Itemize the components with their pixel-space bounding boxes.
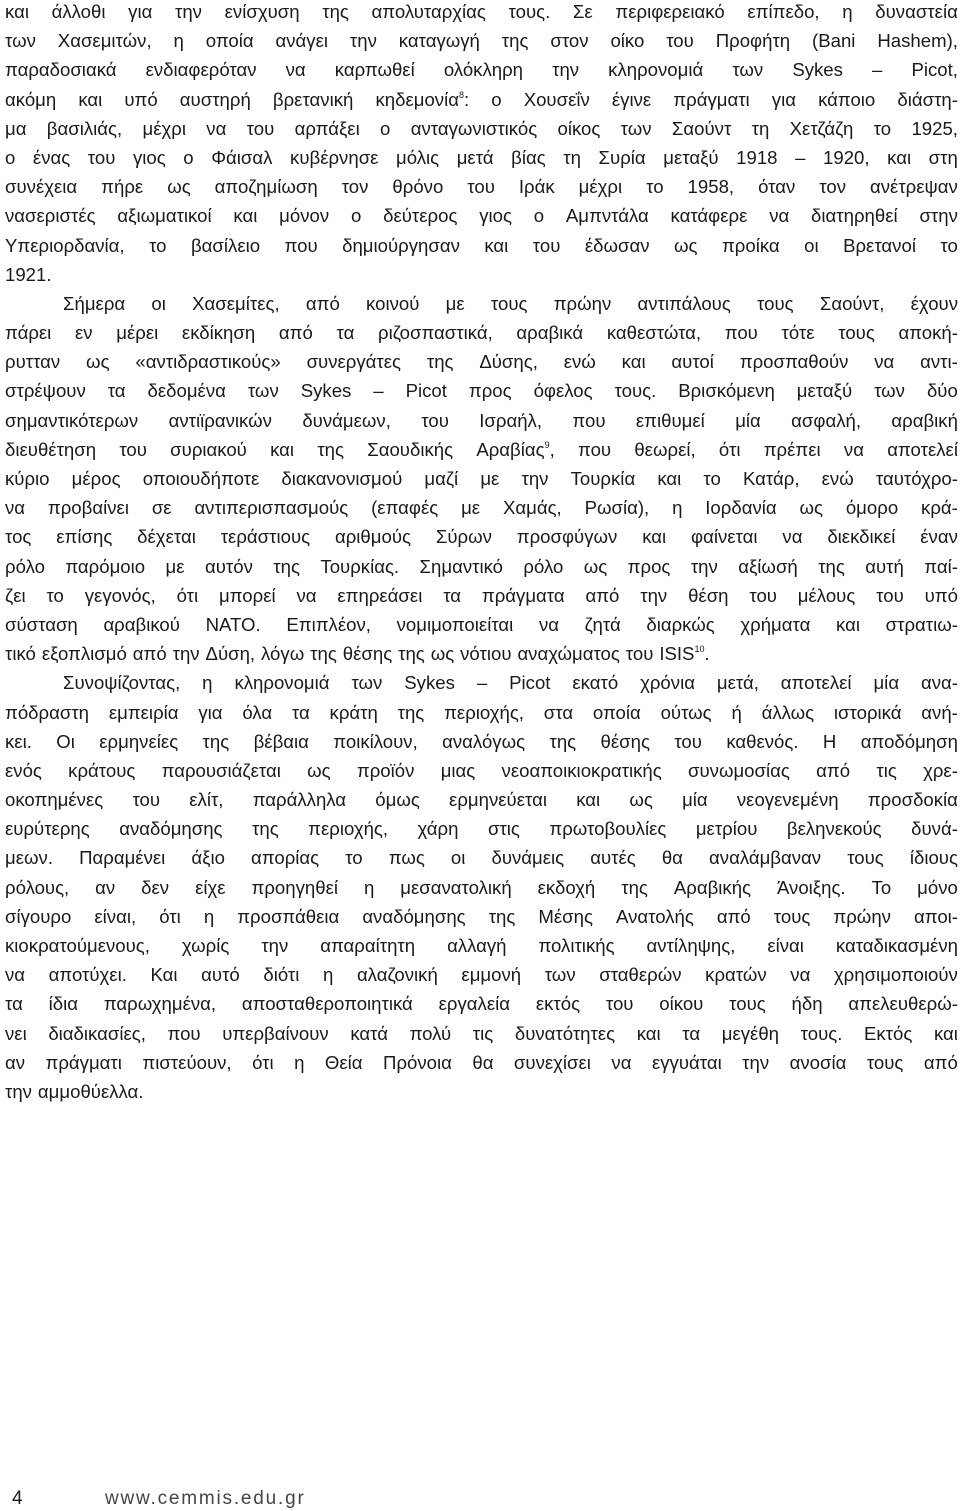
text-line: μεων. Παραμένει άξιο απορίας το πως οι δυνάμεις αυτές θα αναλάμβαναν τους ίδιους — [5, 847, 958, 869]
text-line: διευθέτηση του συριακού και της Σαουδικής Αραβίας$^9$, που θεωρεί, ότι πρέπει να αποτελεί — [5, 438, 958, 460]
text-line: ρόλο παρόμοιο με αυτόν της Τουρκίας. Σημαντικό ρόλο ως προς την αξίωσή της αυτή παί- — [5, 555, 958, 577]
page-footer — [12, 1488, 306, 1510]
text-line: ευρύτερης αναδόμησης της περιοχής, χάρη στις πρωτοβουλίες μετρίου βεληνεκούς δυνά- — [5, 818, 958, 840]
text-line: ακόμη και υπό αυστηρή βρετανική κηδεμονία$^8$: ο Χουσεΐν έγινε πράγματι για κάποιο διάστη- — [5, 88, 958, 110]
footnote-ref[interactable]: 9 — [544, 439, 550, 450]
text-line: συνέχεια πήρε ως αποζημίωση τον θρόνο του Ιράκ μέχρι το 1958, όταν τον ανέτρεψαν — [5, 176, 958, 198]
paragraph — [5, 0, 958, 289]
text-line: στρέψουν τα δεδομένα των Sykes – Picot προς όφελος τους. Βρισκόμενη μεταξύ των δύο — [5, 380, 958, 402]
text-line: σίγουρο είναι, ότι η προσπάθεια αναδόμησης της Μέσης Ανατολής από τους πρώην αποι- — [5, 905, 958, 927]
page-number: 4 — [12, 1488, 23, 1509]
text-line: τικό εξοπλισμό από την Δύση, λόγω της θέσης της ως νότιου αναχώματος του ISIS$^{10}$. — [5, 643, 710, 665]
text-line: μα βασιλιάς, μέχρι να του αρπάξει ο ανταγωνιστικός οίκος των Σαούντ τη Χετζάζη το 1925, — [5, 117, 958, 139]
text-line: κιοκρατούμενους, χωρίς την απαραίτητη αλλαγή πολιτικής αντίληψης, είναι καταδικασμένη — [5, 935, 958, 956]
text-line: πόδραστη εμπειρία για όλα τα κράτη της περιοχής, στα οποία ούτως ή άλλως ιστορικά ανή- — [5, 701, 958, 723]
text-line: κει. Οι ερμηνείες της βέβαια ποικίλουν, αναλόγως της θέσης του καθενός. Η αποδόμηση — [5, 730, 958, 752]
text-line: ζει το γεγονός, ότι μπορεί να επηρεάσει τα πράγματα από την θέση του μέλους του υπό — [5, 584, 958, 606]
text-line: κύριο μέρος οποιουδήποτε διακανονισμού μαζί με την Τουρκία και το Κατάρ, ενώ ταυτόχρο- — [5, 468, 958, 489]
text-line: τος επίσης δέχεται τεράστιους αριθμούς Σύρων προσφύγων και φαίνεται να διεκδικεί έναν — [5, 526, 958, 548]
site-url[interactable]: www.cemmis.edu.gr — [105, 1488, 306, 1509]
text-line: Συνοψίζοντας, η κληρονομιά των Sykes – Picot εκατό χρόνια μετά, αποτελεί μία ανα- — [63, 672, 958, 694]
text-line: 1921. — [5, 263, 52, 285]
text-line: παραδοσιακά ενδιαφερόταν να καρπωθεί ολόκληρη την κληρονομιά των Sykes – Picot, — [5, 59, 958, 81]
text-line: πάρει εν μέρει εκδίκηση από τα ριζοσπαστικά, αραβικά καθεστώτα, που τότε τους αποκή- — [5, 322, 958, 344]
text-line: Σήμερα οι Χασεμίτες, από κοινού με τους πρώην αντιπάλους τους Σαούντ, έχουν — [63, 292, 958, 314]
paragraph — [5, 668, 958, 1106]
text-line: να αποτύχει. Και αυτό διότι η αλαζονική εμμονή των σταθερών κρατών να χρησιμοποιούν — [5, 964, 958, 986]
text-line: ρυτταν ως «αντιδραστικούς» συνεργάτες της Δύσης, ενώ και αυτοί προσπαθούν να αντι- — [5, 351, 958, 373]
text-line: ρόλους, αν δεν είχε προηγηθεί η μεσανατολική εκδοχή της Αραβικής Άνοιξης. Το μόνο — [5, 876, 958, 898]
paragraph — [5, 289, 958, 668]
text-line: οκοπημένες του ελίτ, παράλληλα όμως ερμηνεύεται και ως μία νεογενεμένη προσδοκία — [5, 789, 958, 811]
text-line: των Χασεμιτών, η οποία ανάγει την καταγωγή της στον οίκο του Προφήτη (Bani Hashem), — [5, 30, 958, 52]
text-line: Υπεριορδανία, το βασίλειο που δημιούργησαν και του έδωσαν ως προίκα οι Βρετανοί το — [5, 234, 958, 256]
footnote-ref[interactable]: 8 — [458, 89, 464, 100]
text-line: νασεριστές αξιωματικοί και μόνον ο δεύτερος γιος ο Αμπντάλα κατάφερε να διατηρηθεί στην — [5, 205, 958, 227]
text-line: και άλλοθι για την ενίσχυση της απολυταρχίας τους. Σε περιφερειακό επίπεδο, η δυναστεία — [5, 1, 958, 22]
footnote-ref[interactable]: 10 — [694, 644, 705, 655]
text-line: να προβαίνει σε αντιπερισπασμούς (επαφές με Χαμάς, Ρωσία), η Ιορδανία ως όμορο κρά- — [5, 497, 958, 519]
text-line: την αμμοθύελλα. — [5, 1080, 144, 1102]
text-line: ενός κράτους παρουσιάζεται ως προϊόν μιας νεοαποικιοκρατικής συνωμοσίας από τις χρε- — [5, 759, 958, 781]
text-line: σύσταση αραβικού ΝΑΤΟ. Επιπλέον, νομιμοποιείται να ζητά διαρκώς χρήματα και στρατιω- — [5, 613, 958, 635]
text-line: αν πράγματι πιστεύουν, ότι η Θεία Πρόνοια θα συνεχίσει να εγγυάται την ανοσία τους από — [5, 1051, 958, 1073]
text-line: σημαντικότερων αντιϊρανικών δυνάμεων, του Ισραήλ, που επιθυμεί μία ασφαλή, αραβική — [5, 409, 958, 431]
text-line: ο ένας του γιος ο Φάισαλ κυβέρνησε μόλις μετά βίας τη Συρία μεταξύ 1918 – 1920, και στη — [5, 146, 958, 168]
text-line: τα ίδια παρωχημένα, αποσταθεροποιητικά εργαλεία εκτός του οίκου τους ήδη απελευθερώ- — [5, 993, 958, 1015]
article-body — [5, 0, 958, 1106]
text-line: νει διαδικασίες, που υπερβαίνουν κατά πολύ τις δυνατότητες και τα μεγέθη τους. Εκτός και — [5, 1022, 958, 1044]
